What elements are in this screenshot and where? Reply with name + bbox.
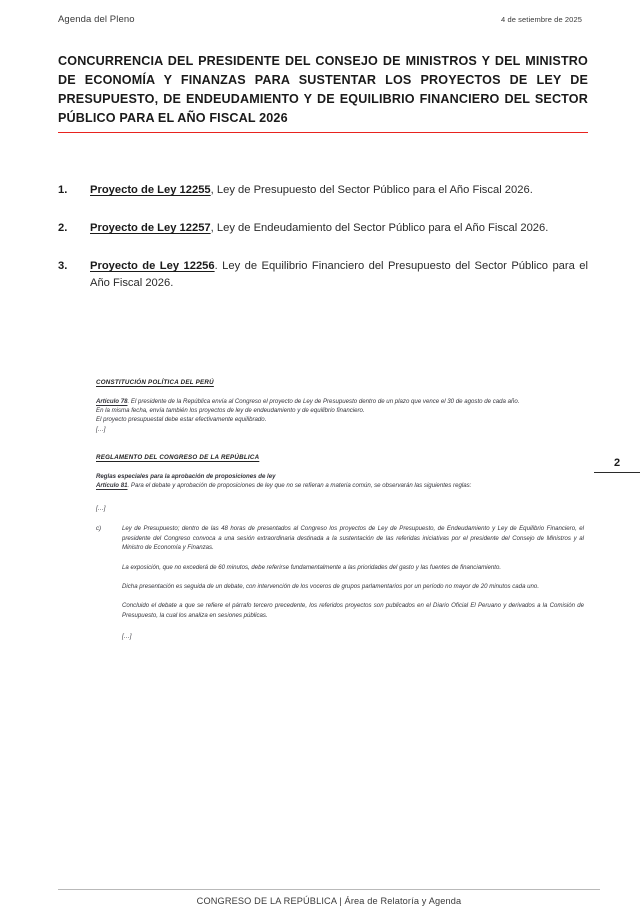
list-item-number: 1. (58, 184, 68, 196)
lettered-sub-item-marker: c) (96, 525, 102, 533)
sub-item-paragraph: Dicha presentación es seguida de un debate, con intervención de los voceros de grupos parlamentarios por un período no mayor de 20 minutos cada uno. (122, 583, 540, 591)
section-spacer (96, 434, 584, 453)
page-number-marker (594, 458, 640, 473)
list-item-text (90, 258, 588, 290)
paragraph-spacer (96, 491, 584, 504)
list-item (58, 220, 588, 236)
sub-item-paragraph: Concluido el debate a que se refiere el párrafo tercero precedente, los referidos proyectos son publicados en el Diario Oficial El Peruano y derivados a la Comisión de Presupuesto, la cual los analiza en sesiones públicas. (122, 602, 584, 619)
sub-item-paragraph: Ley de Presupuesto; dentro de las 48 horas de presentados al Congreso los proyectos de Ley de Presupuesto, de Endeudamiento y Ley de Equilibrio Financiero, el presidente del Congreso convoca a una sesión extraordinaria destinada a la sustentación de las referidas iniciativas por el presidente del Consejo de Ministros y al Ministro de Economía y Finanzas. (122, 525, 584, 552)
legal-quote-block (96, 378, 584, 642)
constitution-paragraph-2: En la misma fecha, envía también los proyectos de ley de endeudamiento y de equilibrio financiero. (96, 407, 365, 415)
footer-text: CONGRESO DE LA REPÚBLICA | Área de Relatoría y Agenda (196, 896, 462, 906)
list-item-text (90, 220, 588, 236)
reglamento-ellipsis-after: […] (122, 633, 132, 641)
lettered-sub-item-body (122, 524, 584, 642)
bill-reference-link[interactable]: Proyecto de Ley 12255 (90, 184, 211, 196)
list-item (58, 182, 588, 198)
constitution-paragraph-3: El proyecto presupuestal debe estar efectivamente equilibrado. (96, 416, 267, 424)
reglamento-article-label: Artículo 81 (96, 482, 128, 490)
list-item-number: 3. (58, 260, 68, 273)
constitution-article (96, 397, 584, 406)
constitution-ellipsis: […] (96, 425, 106, 433)
reglamento-heading: REGLAMENTO DEL CONGRESO DE LA REPÚBLICA (96, 454, 260, 462)
bill-description: , Ley de Endeudamiento del Sector Público para el Año Fiscal 2026. (210, 222, 549, 235)
lettered-sub-item (96, 524, 584, 642)
reglamento-ellipsis-before: […] (96, 504, 106, 512)
constitution-article-label: Artículo 78 (96, 397, 128, 405)
bill-description: , Ley de Presupuesto del Sector Público para el Año Fiscal 2026. (210, 184, 533, 196)
page-title: CONCURRENCIA DEL PRESIDENTE DEL CONSEJO DE MINISTROS Y DEL MINISTRO DE ECONOMÍA Y FINANZAS PARA SUSTENTAR LOS PROYECTOS DE LEY DE PRESUPUESTO, DE ENDEUDAMIENTO Y DE EQUILIBRIO FINANCIERO DEL SECTOR PÚBLICO PARA EL AÑO FISCAL 2026 (58, 54, 588, 126)
constitution-heading: CONSTITUCIÓN POLÍTICA DEL PERÚ (96, 379, 214, 386)
bill-description: . Ley de Equilibrio Financiero del Presupuesto del Sector Público para el Año Fiscal 2026. (90, 260, 588, 289)
reglamento-article-body: . Para el debate y aprobación de proposiciones de ley que no se refieran a materia común, se observarán las siguientes reglas: (127, 482, 472, 490)
bill-list (58, 182, 588, 313)
header-date: 4 de setiembre de 2025 (500, 15, 582, 24)
page-number: 2 (613, 457, 621, 469)
bill-reference-link[interactable]: Proyecto de Ley 12256 (90, 260, 215, 273)
list-item (58, 258, 588, 290)
reglamento-article (96, 481, 584, 490)
list-item-text (90, 182, 588, 198)
header-document-name: Agenda del Pleno (58, 14, 135, 25)
page-number-rule (594, 472, 640, 473)
reglamento-subtitle: Reglas especiales para la aprobación de proposiciones de ley (96, 472, 276, 480)
title-block (58, 52, 588, 133)
list-item-number: 2. (58, 222, 68, 235)
constitution-article-body: . El presidente de la República envía al Congreso el proyecto de Ley de Presupuesto dentro de un plazo que vence el 30 de agosto de cada año. (127, 397, 520, 405)
bill-reference-link[interactable]: Proyecto de Ley 12257 (90, 222, 211, 235)
footer-divider (58, 889, 600, 890)
title-underline-rule (58, 132, 588, 133)
document-footer (58, 889, 600, 906)
document-header (58, 14, 582, 25)
sub-item-paragraph: La exposición, que no excederá de 60 minutos, debe referirse fundamentalmente a las prioridades del gasto y las fuentes de financiamiento. (122, 563, 502, 571)
